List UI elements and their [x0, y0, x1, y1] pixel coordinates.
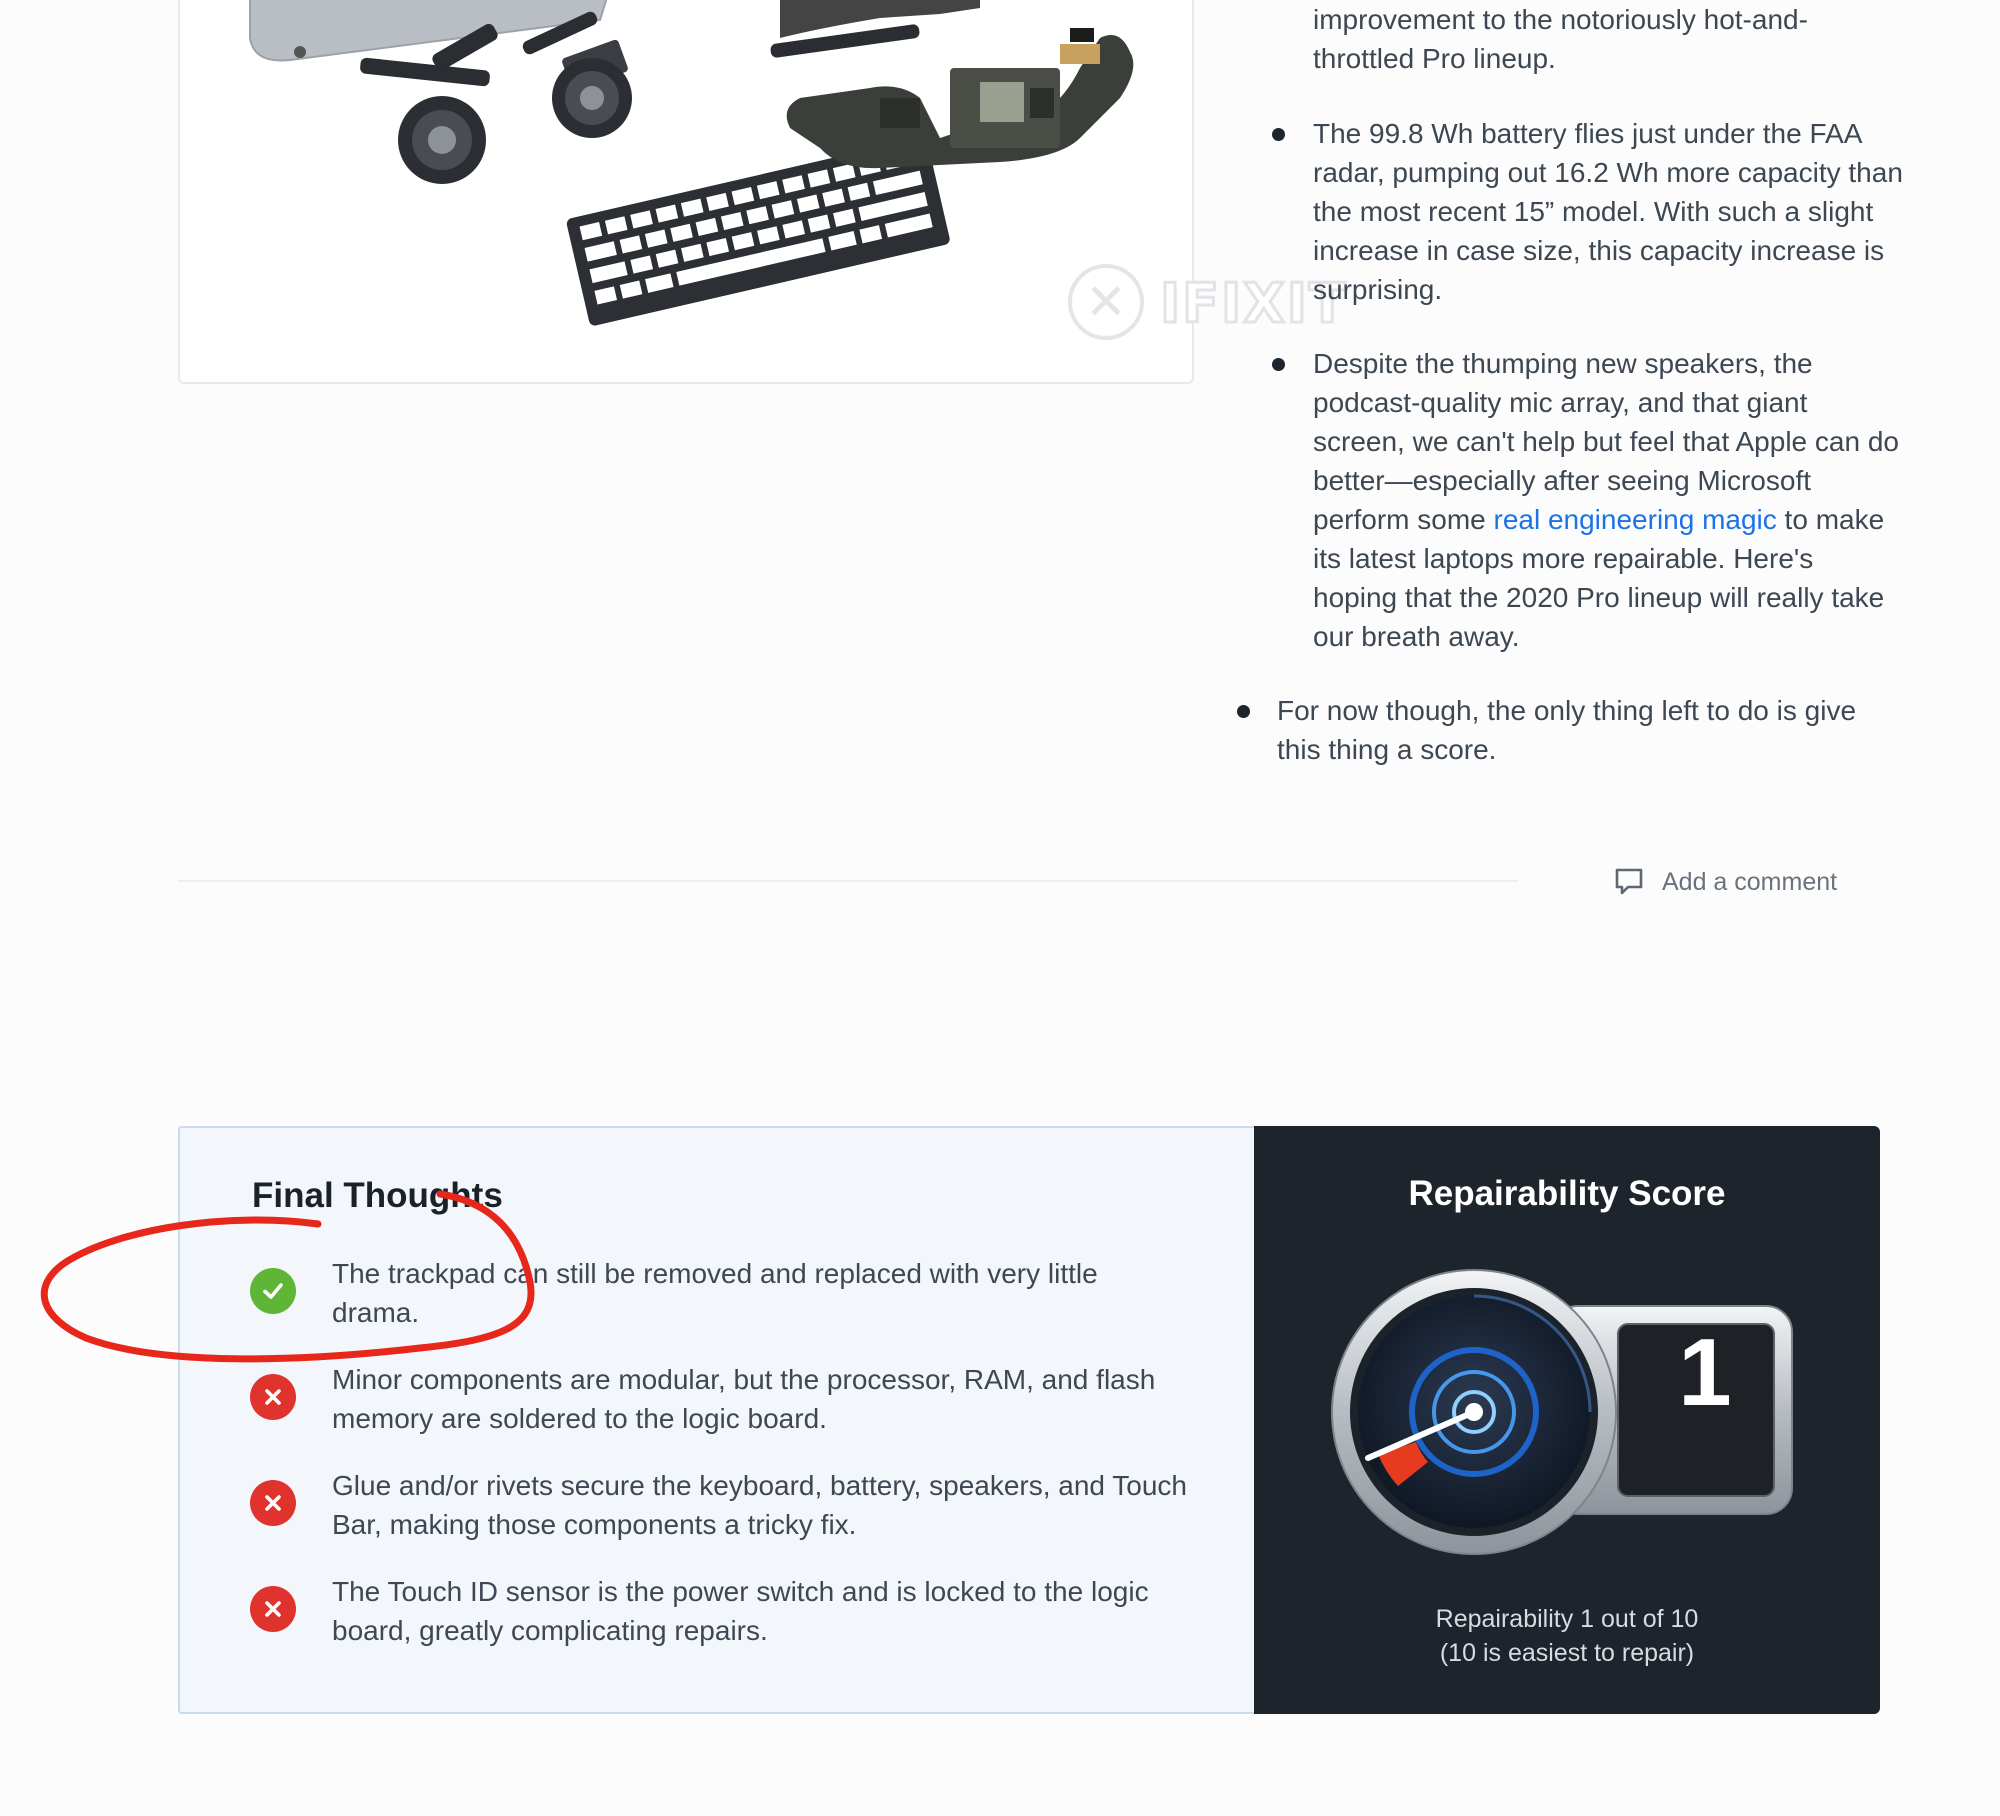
- bullet-marker: [1237, 705, 1250, 718]
- comment-icon: [1614, 867, 1644, 897]
- bullet-text-part: to make its latest laptops more repairable. Here's hoping that the 2020 Pro lineup will really take our breath away.: [1313, 504, 1885, 652]
- add-comment-button[interactable]: [1614, 862, 1837, 902]
- con-text: Minor components are modular, but the processor, RAM, and flash memory are soldered to the logic board.: [332, 1364, 1156, 1434]
- real-engineering-magic-link[interactable]: real engineering magic: [1493, 504, 1777, 535]
- ifixit-watermark: ✕ IFIXIT: [1068, 264, 1332, 348]
- pro-text: The trackpad can still be removed and replaced with very little drama.: [332, 1258, 1098, 1328]
- x-icon: [250, 1480, 296, 1526]
- logic-board: [770, 0, 1134, 168]
- bullet-marker: [1272, 128, 1285, 141]
- con-text: Glue and/or rivets secure the keyboard, battery, speakers, and Touch Bar, making those components a tricky fix.: [332, 1470, 1187, 1540]
- fan-left: [398, 96, 486, 184]
- components-illustration: [180, 0, 1196, 386]
- score-value: 1: [1678, 1319, 1732, 1426]
- bullet-item: The 99.8 Wh battery flies just under the FAA radar, pumping out 16.2 Wh more capacity than the most recent 15” model. With such a slight increase in case size, this capacity increase is surprising.: [1313, 118, 1903, 305]
- section-divider: [178, 880, 1518, 882]
- final-thoughts-title: Final Thoughts: [252, 1176, 503, 1215]
- check-icon: [250, 1268, 296, 1314]
- fan-right: [552, 58, 632, 138]
- score-caption-line: (10 is easiest to repair): [1439, 1639, 1695, 1667]
- x-icon: [250, 1374, 296, 1420]
- bullet-text-part: Despite the thumping new speakers, the podcast-quality mic array, and that giant screen, we can't help but feel that Apple can do better—especially after seeing Microsoft perform some: [1313, 348, 1899, 535]
- bullet-marker: [1272, 358, 1285, 371]
- teardown-photo[interactable]: [178, 0, 1348, 384]
- score-caption-line: Repairability 1 out of 10: [1435, 1605, 1699, 1633]
- repairability-score-panel: [1254, 1126, 1880, 1714]
- con-text: The Touch ID sensor is the power switch and is locked to the logic board, greatly complicating repairs.: [332, 1576, 1149, 1646]
- add-comment-label: Add a comment: [1662, 867, 1838, 896]
- score-title: Repairability Score: [1408, 1174, 1726, 1213]
- bullet-item: For now though, the only thing left to do is give this thing a score.: [1277, 695, 1857, 765]
- final-thoughts-panel: [178, 1126, 1254, 1714]
- bullet-item: [1313, 344, 1903, 656]
- x-icon: [250, 1586, 296, 1632]
- bullet-item: improvement to the notoriously hot-and-throttled Pro lineup.: [1313, 4, 1808, 74]
- score-caption: [1254, 1602, 1880, 1670]
